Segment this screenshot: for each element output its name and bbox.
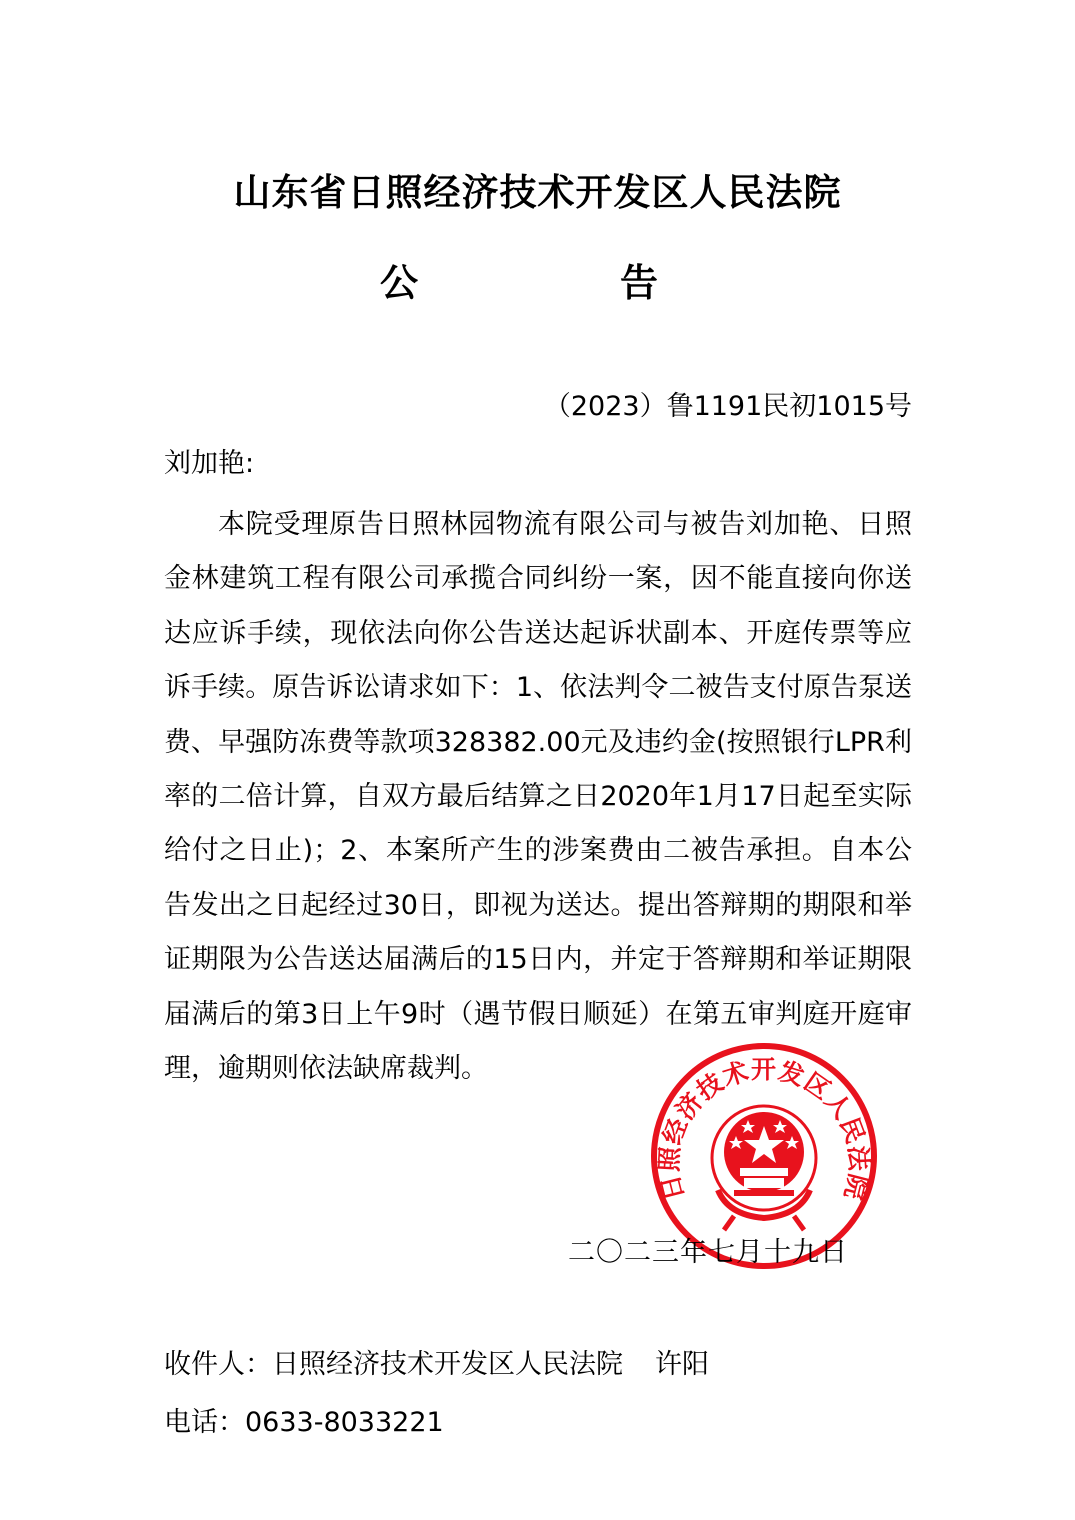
notice-body: 本院受理原告日照林园物流有限公司与被告刘加艳、日照金林建筑工程有限公司承揽合同纠纷一案，因不能直接向你送达应诉手续，现依法向你公告送达起诉状副本、开庭传票等应诉手续。原告诉讼请求如下：1、依法判令二被告支付原告泵送费、早强防冻费等款项328382.00元及违约金(按照银行LPR利率的二倍计算，自双方最后结算之日2020年1月17日起至实际给付之日止)；2、本案所产生的涉案费由二被告承担。自本公告发出之日起经过30日，即视为送达。提出答辩期的期限和举证期限为公告送达届满后的15日内，并定于答辩期和举证期限届满后的第3日上午9时（遇节假日顺延）在第五审判庭开庭审理，逾期则依法缺席裁判。 — [164, 509, 912, 1085]
notice-title-second-char: 告 — [620, 260, 659, 305]
phone-number: 0633-8033221 — [245, 1407, 444, 1438]
addressee: 刘加艳: — [164, 448, 255, 479]
case-number: （2023）鲁1191民初1015号 — [543, 391, 912, 422]
court-name-heading: 山东省日照经济技术开发区人民法院 — [233, 170, 842, 214]
phone-line — [164, 1400, 444, 1439]
notice-title-first-char: 公 — [380, 260, 419, 305]
recipient-org: 日照经济技术开发区人民法院 — [272, 1349, 623, 1380]
svg-text:日照经济技术开发区人民法院: 日照经济技术开发区人民法院 — [654, 1055, 874, 1204]
recipient-label: 收件人： — [164, 1349, 272, 1380]
recipient-line — [164, 1342, 709, 1381]
phone-label: 电话： — [164, 1407, 245, 1438]
notice-date: 二〇二三年七月十九日 — [568, 1237, 848, 1268]
recipient-name: 许阳 — [655, 1349, 709, 1380]
